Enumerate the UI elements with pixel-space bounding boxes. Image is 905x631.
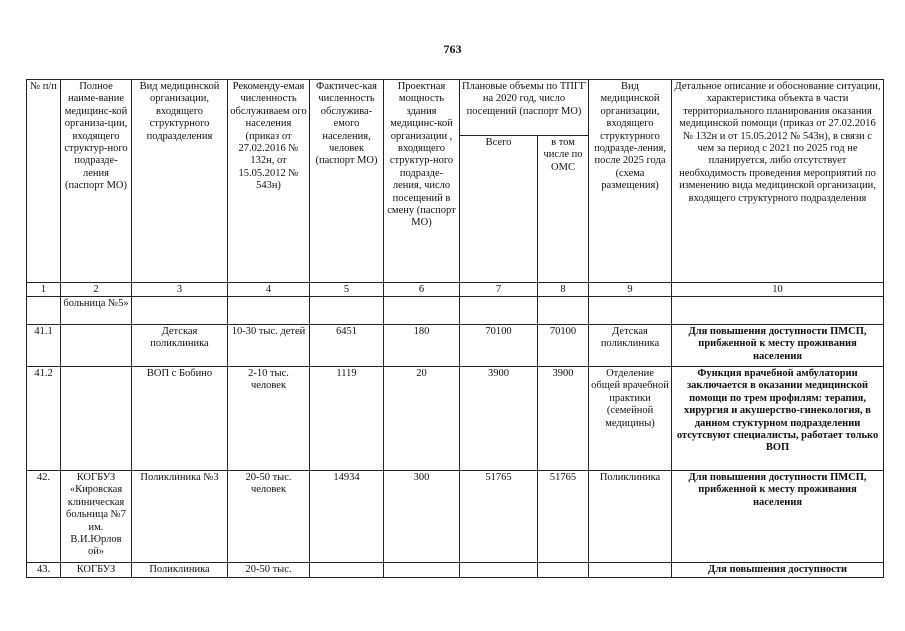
cell-type-after: Поликлиника	[589, 471, 672, 563]
cell-plan-total: 51765	[460, 471, 538, 563]
registry-table	[26, 79, 884, 578]
cell-name: больница №5»	[61, 297, 132, 325]
cell-plan-oms: 51765	[538, 471, 589, 563]
cell-recommended: 20-50 тыс. человек	[228, 471, 310, 563]
cell-type-after	[589, 297, 672, 325]
header-col8: в том числе по ОМС	[538, 136, 589, 283]
cell-no: 42.	[27, 471, 61, 563]
column-number: 4	[228, 283, 310, 297]
table-row	[27, 297, 884, 325]
cell-plan-total	[460, 297, 538, 325]
cell-type-after: Отделение общей врачебной практики (семейной медицины)	[589, 367, 672, 471]
column-number: 10	[672, 283, 884, 297]
cell-plan-oms	[538, 297, 589, 325]
cell-type-after: Детская поликлиника	[589, 325, 672, 367]
header-plan-group: Плановые объемы по ТПГГ на 2020 год, число посещений (паспорт МО)	[460, 80, 589, 136]
header-col2: Полное наиме-вание медицинс-кой организа-ции, входящего структур-ного подразде-ления (паспорт МО)	[61, 80, 132, 283]
column-number: 7	[460, 283, 538, 297]
cell-actual: 14934	[310, 471, 384, 563]
cell-type: Детская поликлиника	[132, 325, 228, 367]
cell-type-after	[589, 563, 672, 578]
header-col9: Вид медицинской организации, входящего структурного подразде-ления, после 2025 года (схема размещения)	[589, 80, 672, 283]
cell-plan-oms: 3900	[538, 367, 589, 471]
cell-capacity: 20	[384, 367, 460, 471]
cell-type	[132, 297, 228, 325]
cell-recommended	[228, 297, 310, 325]
header-row	[27, 80, 884, 136]
cell-name: КОГБУЗ «Кировская клиническая больница №7 им. В.И.Юрлов ой»	[61, 471, 132, 563]
header-col1: № п/п	[27, 80, 61, 283]
page-number: 763	[443, 42, 462, 56]
cell-name	[61, 367, 132, 471]
cell-recommended: 10-30 тыс. детей	[228, 325, 310, 367]
cell-description: Для повышения доступности	[672, 563, 884, 578]
cell-actual: 6451	[310, 325, 384, 367]
cell-description	[672, 297, 884, 325]
cell-actual	[310, 297, 384, 325]
cell-no: 41.1	[27, 325, 61, 367]
header-col10: Детальное описание и обоснование ситуации, характеристика объекта в части территориального планирования оказания медицинской помощи (приказ от 27.02.2016 № 132н и от 15.05.2012 № 543н), в связи с чем за период с 2021 по 2025 год не планируется, либо отсутствует необходимость проведения мероприятий по изменению вида медицинской организации, входящего структурного подразделения	[672, 80, 884, 283]
table-row	[27, 325, 884, 367]
column-number: 9	[589, 283, 672, 297]
column-number: 5	[310, 283, 384, 297]
cell-capacity	[384, 563, 460, 578]
cell-actual: 1119	[310, 367, 384, 471]
header-col5: Фактичес-кая численность обслужива-емого населения, человек (паспорт МО)	[310, 80, 384, 283]
cell-name	[61, 325, 132, 367]
cell-description: Для повышения доступности ПМСП, прибженной к месту проживания населения	[672, 471, 884, 563]
cell-type: ВОП с Бобино	[132, 367, 228, 471]
column-number: 6	[384, 283, 460, 297]
column-number: 2	[61, 283, 132, 297]
cell-capacity: 300	[384, 471, 460, 563]
cell-type: Поликлиника №3	[132, 471, 228, 563]
header-col4: Рекоменду-емая численность обслуживаем ого населения (приказ от 27.02.2016 № 132н, от 15.05.2012 № 543н)	[228, 80, 310, 283]
header-col7: Всего	[460, 136, 538, 283]
table-row	[27, 367, 884, 471]
cell-no	[27, 297, 61, 325]
column-number-row	[27, 283, 884, 297]
table-row	[27, 471, 884, 563]
column-number: 3	[132, 283, 228, 297]
cell-no: 41.2	[27, 367, 61, 471]
cell-no: 43.	[27, 563, 61, 578]
table-row	[27, 563, 884, 578]
cell-actual	[310, 563, 384, 578]
cell-type: Поликлиника	[132, 563, 228, 578]
cell-name: КОГБУЗ	[61, 563, 132, 578]
cell-plan-oms	[538, 563, 589, 578]
header-col3: Вид медицинской организации, входящего структурного подразделения	[132, 80, 228, 283]
column-number: 8	[538, 283, 589, 297]
column-number: 1	[27, 283, 61, 297]
cell-description: Функция врачебной амбулатории заключается в оказании медицинской помощи по трем профилям: терапия, хирургия и акушерство-гинекология, в данном стуктурном подразделении отсутсвуют специалисты, работает только ВОП	[672, 367, 884, 471]
cell-plan-total	[460, 563, 538, 578]
cell-recommended: 20-50 тыс.	[228, 563, 310, 578]
cell-description: Для повышения доступности ПМСП, прибженной к месту проживания населения	[672, 325, 884, 367]
cell-recommended: 2-10 тыс. человек	[228, 367, 310, 471]
cell-plan-total: 3900	[460, 367, 538, 471]
cell-plan-oms: 70100	[538, 325, 589, 367]
cell-plan-total: 70100	[460, 325, 538, 367]
header-col6: Проектная мощность здания медицинс-кой организации , входящего структур-ного подразде-ления, число посещений в смену (паспорт МО)	[384, 80, 460, 283]
cell-capacity: 180	[384, 325, 460, 367]
cell-capacity	[384, 297, 460, 325]
